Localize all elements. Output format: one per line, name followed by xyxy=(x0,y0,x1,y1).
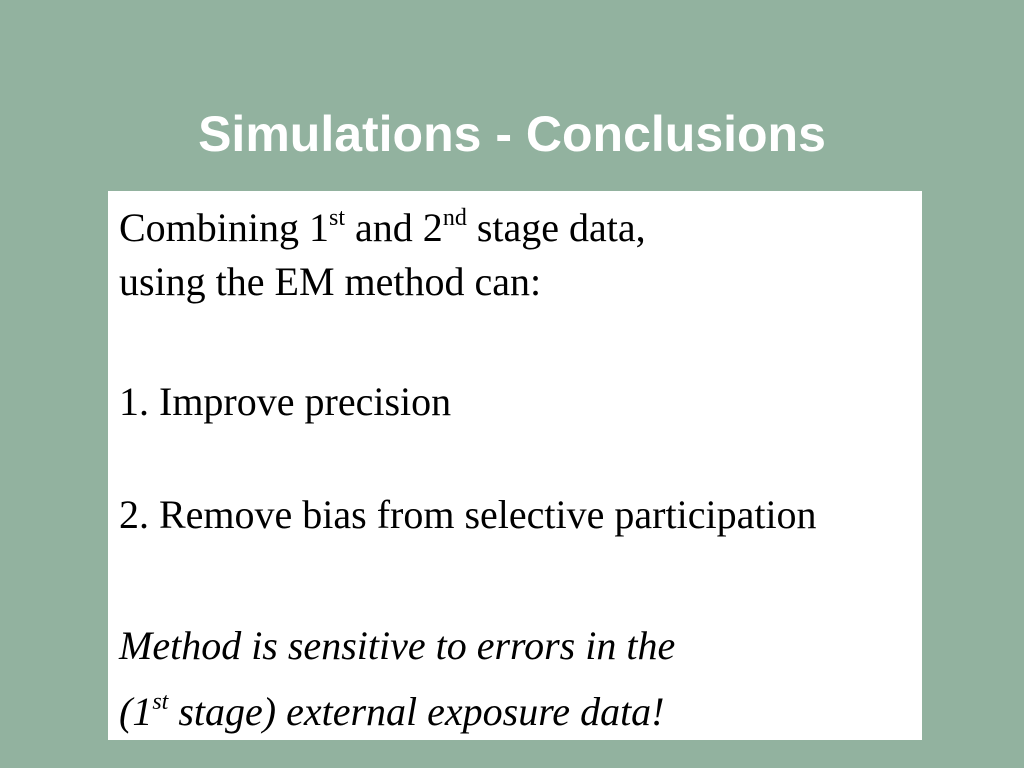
intro-line-1 xyxy=(119,204,646,252)
intro-line-1-text-b: and 2 xyxy=(345,205,443,250)
intro-line-1-sup-a: st xyxy=(329,205,346,231)
intro-line-1-text-c: stage data, xyxy=(466,205,646,250)
intro-line-2: using the EM method can: xyxy=(119,259,542,304)
note-line-2-text-a: (1 xyxy=(119,689,153,734)
intro-line-1-text-a: Combining 1 xyxy=(119,205,330,250)
point-1: 1. Improve precision xyxy=(119,379,452,424)
note-line-2-text-b: stage) external exposure data! xyxy=(168,689,665,734)
note-line-2 xyxy=(119,688,665,736)
note-line-2-sup: st xyxy=(152,689,169,715)
intro-line-1-sup-b: nd xyxy=(442,205,467,231)
point-2: 2. Remove bias from selective participation xyxy=(119,492,817,537)
note-line-1: Method is sensitive to errors in the xyxy=(119,623,676,668)
slide-title: Simulations - Conclusions xyxy=(198,106,826,162)
